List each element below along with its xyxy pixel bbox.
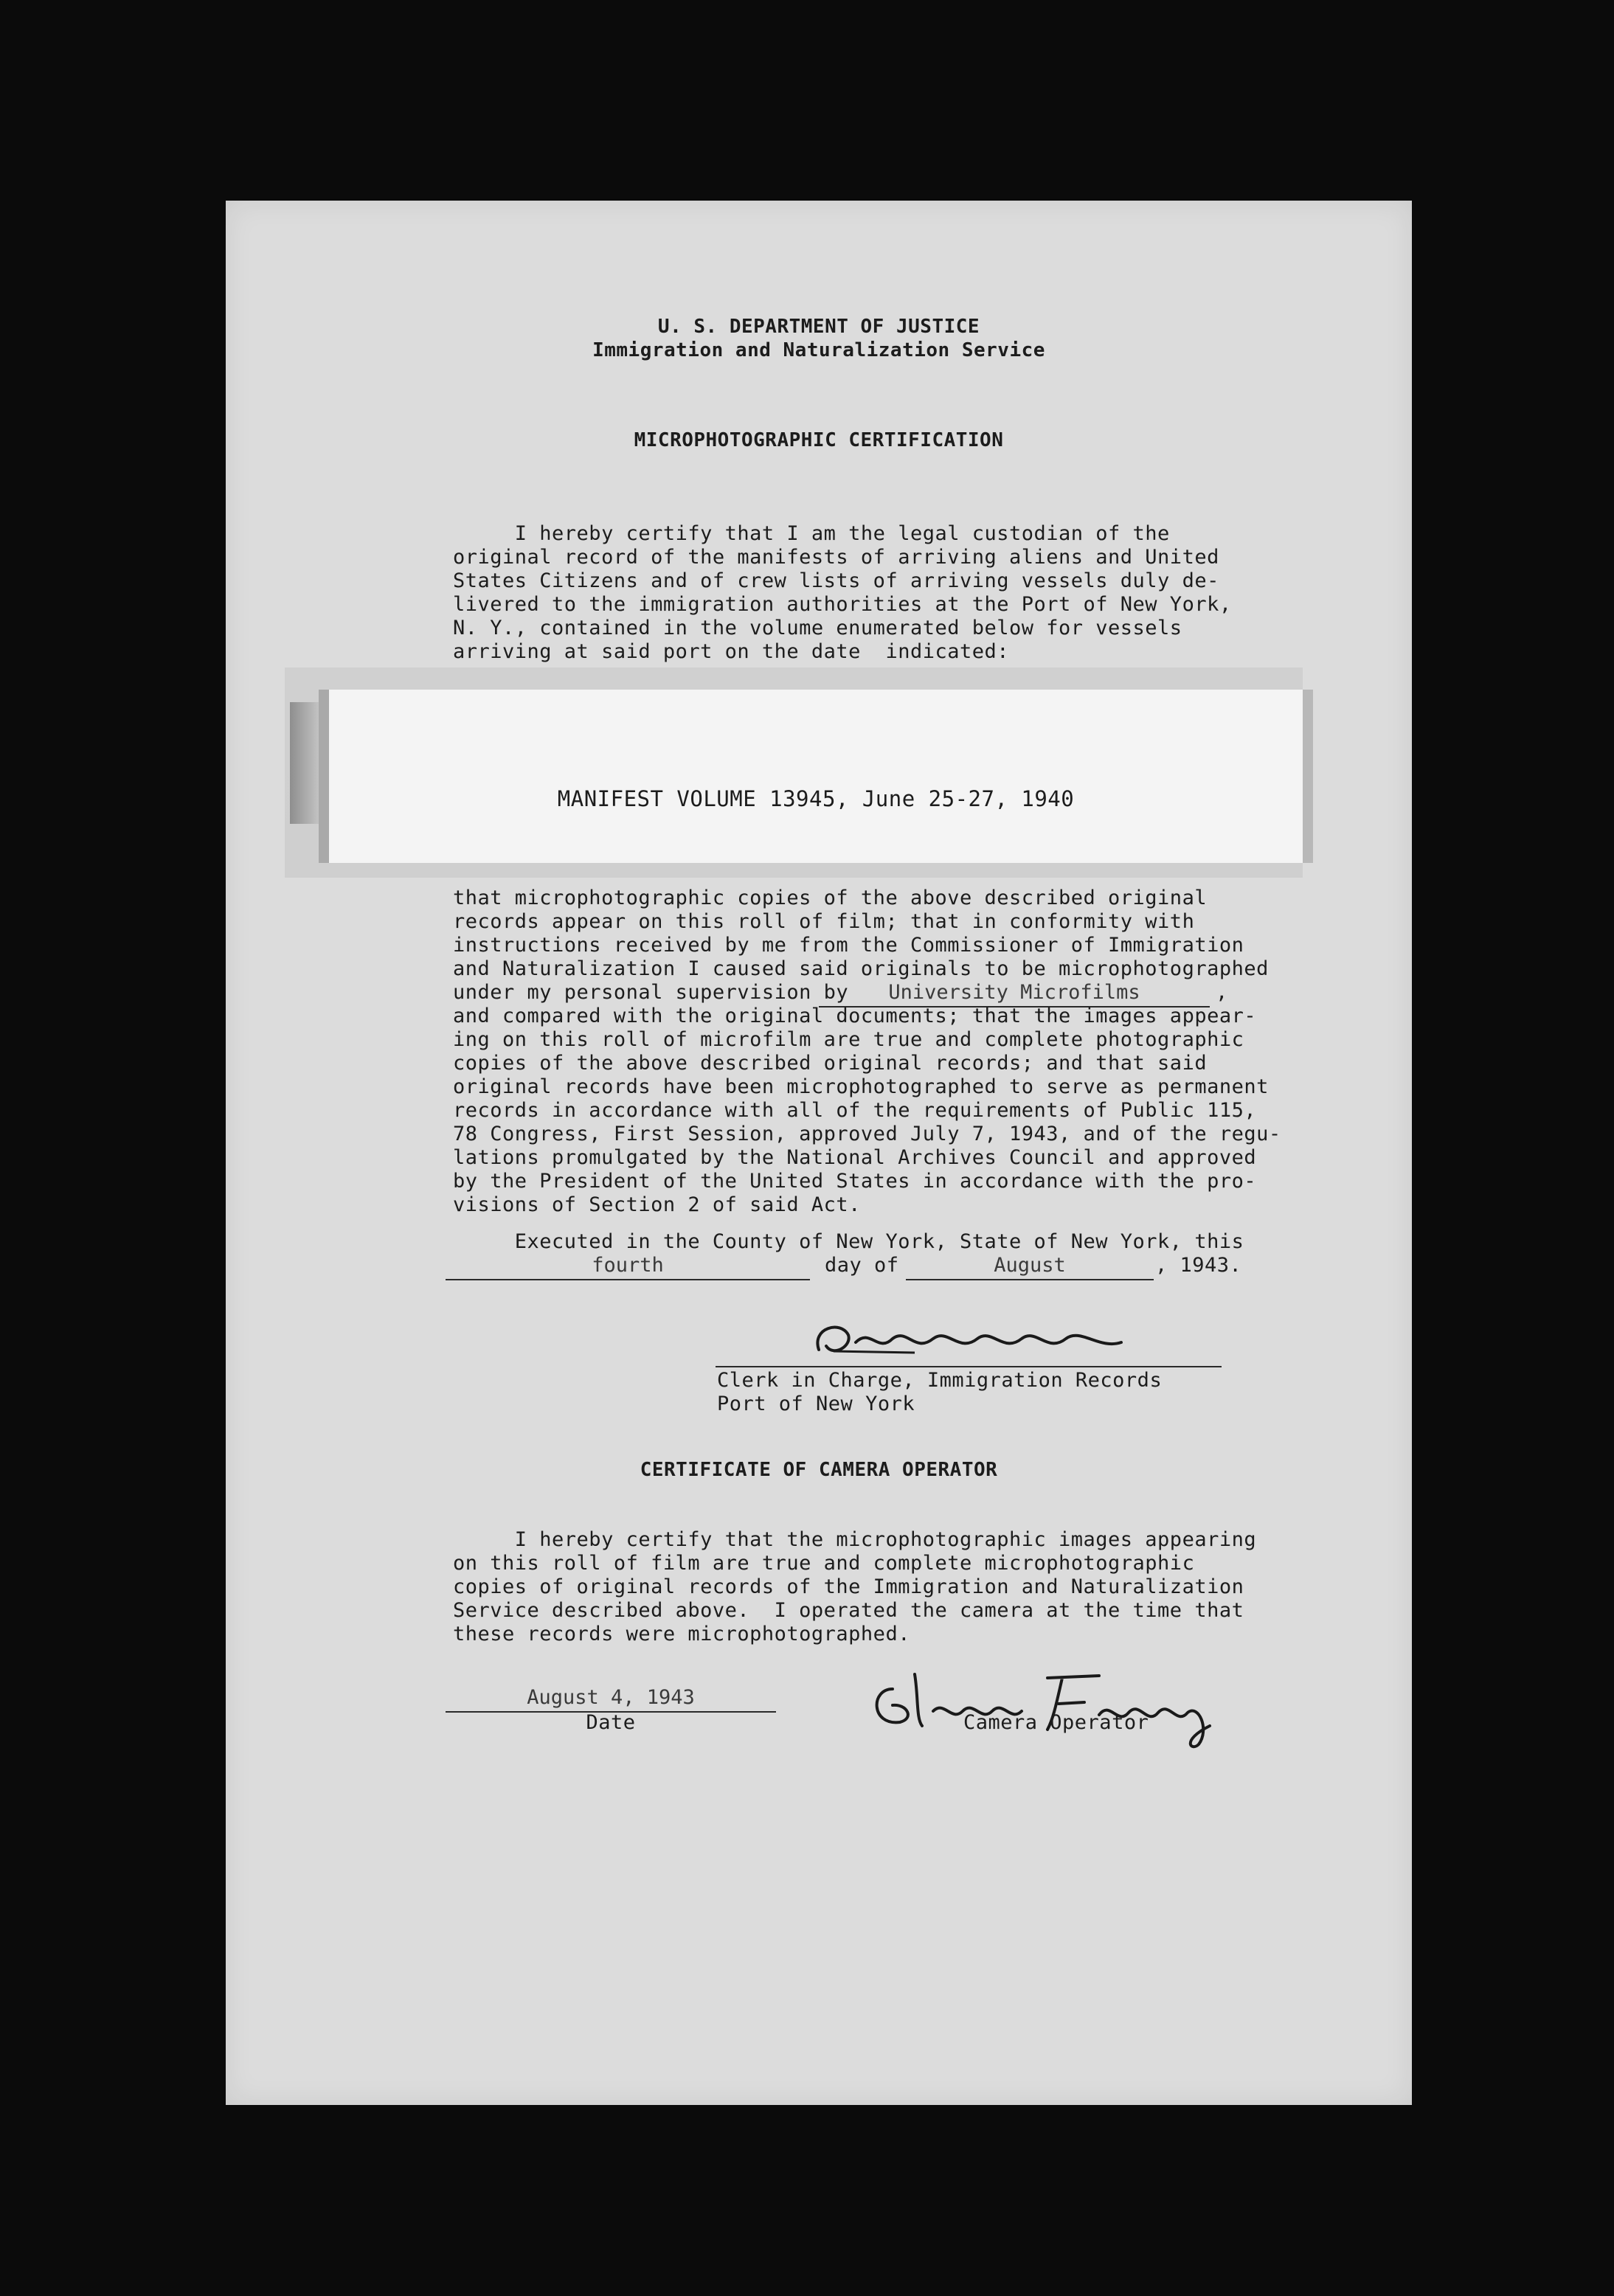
body-line: by the President of the United States in accordance with the pro-: [453, 1170, 1257, 1193]
body-line: records appear on this roll of film; that in conformity with: [453, 910, 1195, 933]
camera-line: copies of original records of the Immigration and Naturalization: [453, 1575, 1244, 1598]
volume-strip: [319, 690, 1313, 863]
camera-date-label: Date: [586, 1711, 636, 1734]
certification-title: MICROPHOTOGRAPHIC CERTIFICATION: [634, 429, 1004, 451]
body-line: lations promulgated by the National Archives Council and approved: [453, 1146, 1257, 1169]
executed-month-field: August: [906, 1254, 1154, 1280]
body-line: visions of Section 2 of said Act.: [453, 1193, 861, 1216]
clerk-port: Port of New York: [717, 1392, 915, 1415]
executed-year: , 1943.: [1155, 1254, 1242, 1277]
body-line: and Naturalization I caused said originals to be microphotographed: [453, 957, 1269, 980]
clerk-signature: [789, 1313, 1173, 1372]
body-line: and compared with the original documents; that the images appear-: [453, 1005, 1257, 1027]
body-line: copies of the above described original records; and that said: [453, 1052, 1208, 1075]
body-line: under my personal supervision by: [453, 981, 849, 1004]
intro-line: States Citizens and of crew lists of arriving vessels duly de-: [453, 569, 1219, 592]
intro-line: I hereby certify that I am the legal custodian of the: [453, 522, 1170, 545]
body-line-comma: ,: [1216, 981, 1228, 1004]
executed-day-field: fourth: [446, 1254, 810, 1280]
department-heading: U. S. DEPARTMENT OF JUSTICE: [657, 316, 980, 338]
body-line: 78 Congress, First Session, approved July 7, 1943, and of the regu-: [453, 1123, 1281, 1145]
body-line: that microphotographic copies of the above described original: [453, 887, 1208, 909]
camera-operator-signature: [863, 1659, 1232, 1755]
clerk-signature-line: [716, 1366, 1222, 1367]
intro-line: N. Y., contained in the volume enumerated below for vessels: [453, 617, 1182, 639]
manifest-volume: MANIFEST VOLUME 13945, June 25-27, 1940: [557, 786, 1075, 811]
camera-line: I hereby certify that the microphotographic images appearing: [453, 1528, 1257, 1551]
camera-certificate-title: CERTIFICATE OF CAMERA OPERATOR: [640, 1459, 998, 1481]
strip-fold-shade: [290, 702, 319, 824]
executed-line: Executed in the County of New York, State of New York, this: [453, 1230, 1244, 1253]
camera-operator-label: Camera Operator: [963, 1711, 1149, 1734]
camera-line: on this roll of film are true and complete microphotographic: [453, 1552, 1195, 1575]
body-line: original records have been microphotographed to serve as permanent: [453, 1075, 1269, 1098]
intro-line: arriving at said port on the date indicated:: [453, 640, 1009, 663]
clerk-title: Clerk in Charge, Immigration Records: [717, 1369, 1163, 1392]
intro-line: original record of the manifests of arriving aliens and United: [453, 546, 1219, 569]
body-line: ing on this roll of microfilm are true and complete photographic: [453, 1028, 1244, 1051]
body-line: instructions received by me from the Commissioner of Immigration: [453, 934, 1244, 957]
camera-line: these records were microphotographed.: [453, 1623, 910, 1645]
camera-line: Service described above. I operated the camera at the time that: [453, 1599, 1244, 1622]
camera-date-field: August 4, 1943: [446, 1686, 776, 1713]
executed-day-label: day of: [825, 1254, 899, 1277]
body-line: records in accordance with all of the requirements of Public 115,: [453, 1099, 1257, 1122]
intro-line: livered to the immigration authorities at the Port of New York,: [453, 593, 1232, 616]
service-heading: Immigration and Naturalization Service: [592, 339, 1045, 361]
supervisor-field: University Microfilms: [819, 981, 1210, 1007]
